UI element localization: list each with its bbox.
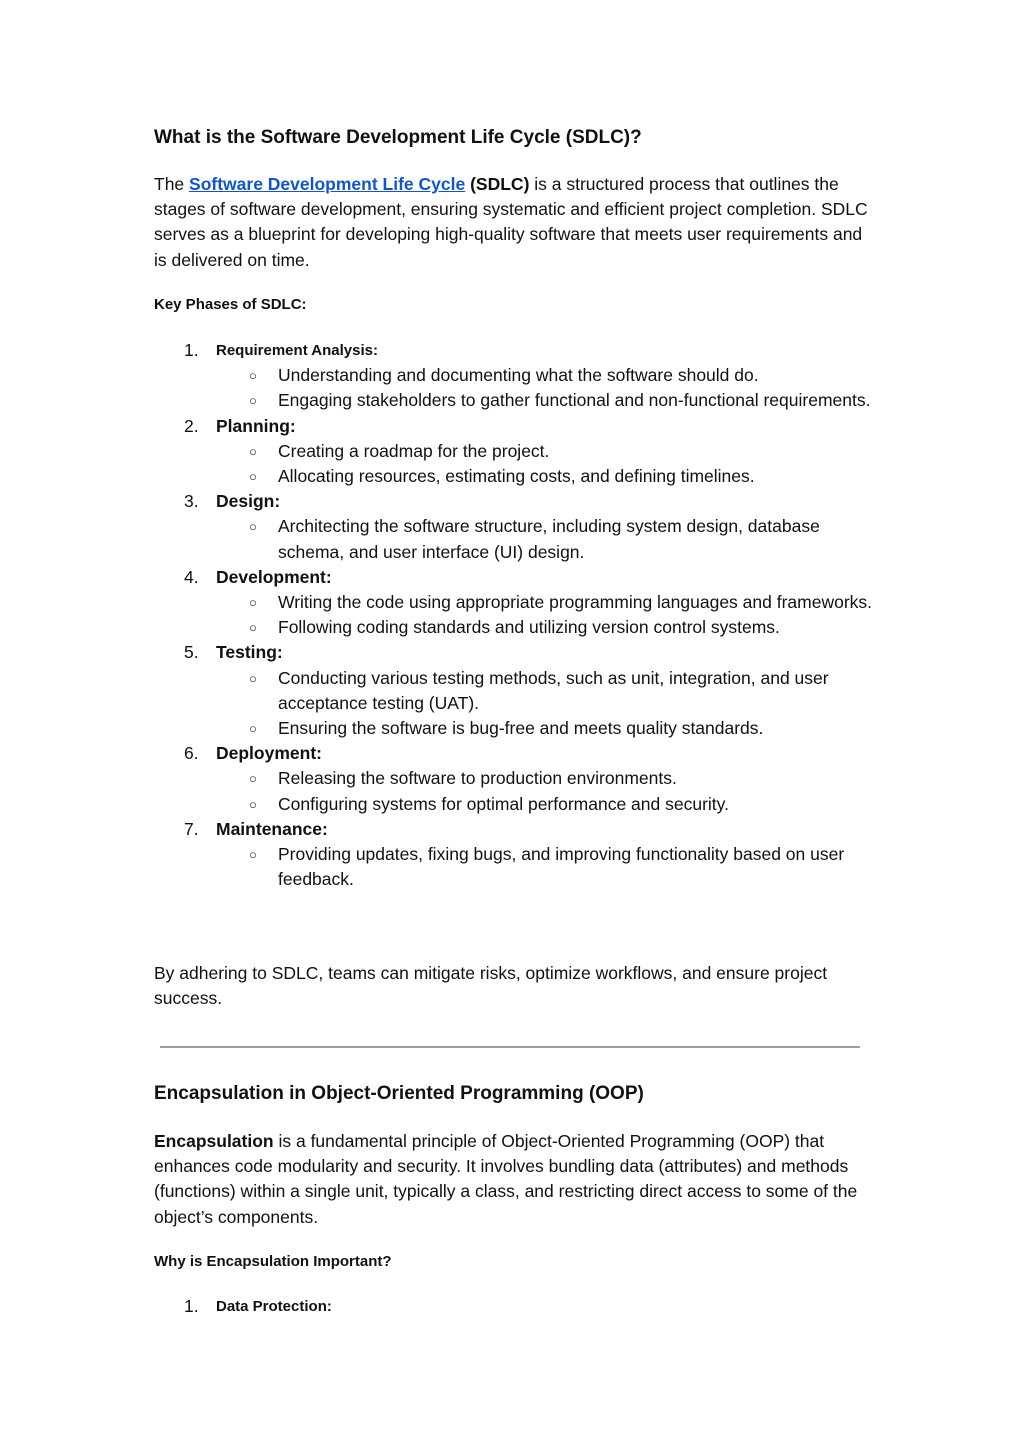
phase-title: Development: xyxy=(216,566,332,587)
hollow-circle-bullet-icon: ○ xyxy=(249,519,257,535)
phase-subitem xyxy=(154,439,874,464)
hollow-circle-bullet-icon: ○ xyxy=(249,443,257,459)
intro-prefix: The xyxy=(154,174,190,194)
phase-number: 2. xyxy=(184,415,199,436)
phase-subitem-text: Ensuring the software is bug-free and meets quality standards. xyxy=(278,718,764,739)
sdlc-heading: What is the Software Development Life Cycle (SDLC)? xyxy=(154,127,642,148)
phase-subitem xyxy=(154,590,874,615)
phase-subitem xyxy=(154,363,874,388)
sdlc-intro-paragraph xyxy=(154,172,872,273)
phase-item xyxy=(154,414,874,490)
phase-subitem-text: Architecting the software structure, including system design, database schema, and user interface (UI) design. xyxy=(278,516,820,562)
phase-title: Deployment: xyxy=(216,743,322,764)
phase-subitem xyxy=(154,792,874,817)
phase-subitem xyxy=(154,514,874,564)
phase-subitems xyxy=(154,590,874,640)
phase-number: 3. xyxy=(184,491,199,512)
hollow-circle-bullet-icon: ○ xyxy=(249,469,257,485)
sdlc-link[interactable]: Software Development Life Cycle xyxy=(189,174,466,194)
phase-title: Requirement Analysis: xyxy=(216,342,378,359)
phase-item xyxy=(154,817,874,893)
phase-subitems xyxy=(154,363,874,413)
phase-subitem-text: Engaging stakeholders to gather functional and non-functional requirements. xyxy=(278,390,871,411)
why-item xyxy=(154,1294,332,1319)
sdlc-conclusion: By adhering to SDLC, teams can mitigate risks, optimize workflows, and ensure project success. xyxy=(154,963,828,1009)
phase-item xyxy=(154,565,874,641)
hollow-circle-bullet-icon: ○ xyxy=(249,721,257,737)
hollow-circle-bullet-icon: ○ xyxy=(249,368,257,384)
phase-number: 4. xyxy=(184,566,199,587)
phase-subitem-text: Creating a roadmap for the project. xyxy=(278,440,550,461)
phase-subitems xyxy=(154,766,874,816)
phase-subitem xyxy=(154,464,874,489)
phase-number: 1. xyxy=(184,340,199,360)
phase-item xyxy=(154,338,874,414)
phase-subitem-text: Conducting various testing methods, such as unit, integration, and user acceptance testing (UAT). xyxy=(278,667,829,713)
phase-item xyxy=(154,640,874,741)
why-number: 1. xyxy=(184,1296,199,1316)
section-divider xyxy=(160,1046,860,1048)
phase-number: 6. xyxy=(184,743,199,764)
phase-subitem-text: Understanding and documenting what the software should do. xyxy=(278,365,759,386)
phase-subitems xyxy=(154,514,874,564)
phase-subitem-text: Following coding standards and utilizing version control systems. xyxy=(278,617,780,638)
phase-subitems xyxy=(154,439,874,489)
phase-subitem xyxy=(154,766,874,791)
hollow-circle-bullet-icon: ○ xyxy=(249,771,257,787)
phase-subitem xyxy=(154,716,874,741)
phase-subitem xyxy=(154,842,874,892)
why-list xyxy=(154,1294,332,1319)
phase-number: 5. xyxy=(184,642,199,663)
phase-subitem-text: Configuring systems for optimal performance and security. xyxy=(278,793,729,814)
phase-number: 7. xyxy=(184,818,199,839)
phase-item xyxy=(154,741,874,817)
hollow-circle-bullet-icon: ○ xyxy=(249,620,257,636)
oop-intro-rest: is a fundamental principle of Object-Oriented Programming (OOP) that enhances code modularity and security. It involves bundling data (attributes) and methods (functions) within a single unit, typically a class, and restricting direct access to some of the object’s components. xyxy=(154,1131,858,1227)
phase-subitem-text: Releasing the software to production environments. xyxy=(278,768,677,789)
phase-title: Maintenance: xyxy=(216,818,328,839)
phase-title: Testing: xyxy=(216,642,283,663)
phases-list xyxy=(154,338,874,892)
phase-subitem-text: Allocating resources, estimating costs, and defining timelines. xyxy=(278,466,755,487)
oop-heading: Encapsulation in Object-Oriented Programming (OOP) xyxy=(154,1083,644,1104)
hollow-circle-bullet-icon: ○ xyxy=(249,847,257,863)
encapsulation-term: Encapsulation xyxy=(154,1131,274,1151)
hollow-circle-bullet-icon: ○ xyxy=(249,393,257,409)
phase-subitem-text: Writing the code using appropriate programming languages and frameworks. xyxy=(278,592,873,613)
phase-title: Planning: xyxy=(216,415,296,436)
hollow-circle-bullet-icon: ○ xyxy=(249,796,257,812)
intro-rest: is a structured process that outlines the stages of software development, ensuring systematic and efficient project completion. SDLC serves as a blueprint for developing high-quality software that meets user requirements and is delivered on time. xyxy=(154,174,868,270)
phase-subitem xyxy=(154,615,874,640)
phase-title: Design: xyxy=(216,491,281,512)
why-encapsulation-heading: Why is Encapsulation Important? xyxy=(154,1253,392,1270)
phase-subitem xyxy=(154,666,874,716)
key-phases-heading: Key Phases of SDLC: xyxy=(154,296,307,313)
phase-subitems xyxy=(154,842,874,892)
why-title: Data Protection: xyxy=(216,1298,332,1315)
phase-subitem xyxy=(154,388,874,413)
phase-subitem-text: Providing updates, fixing bugs, and improving functionality based on user feedback. xyxy=(278,844,845,890)
phase-subitems xyxy=(154,666,874,742)
sdlc-abbrev: (SDLC) xyxy=(470,174,530,194)
hollow-circle-bullet-icon: ○ xyxy=(249,595,257,611)
hollow-circle-bullet-icon: ○ xyxy=(249,670,257,686)
phase-item xyxy=(154,489,874,565)
oop-intro-paragraph xyxy=(154,1129,872,1230)
